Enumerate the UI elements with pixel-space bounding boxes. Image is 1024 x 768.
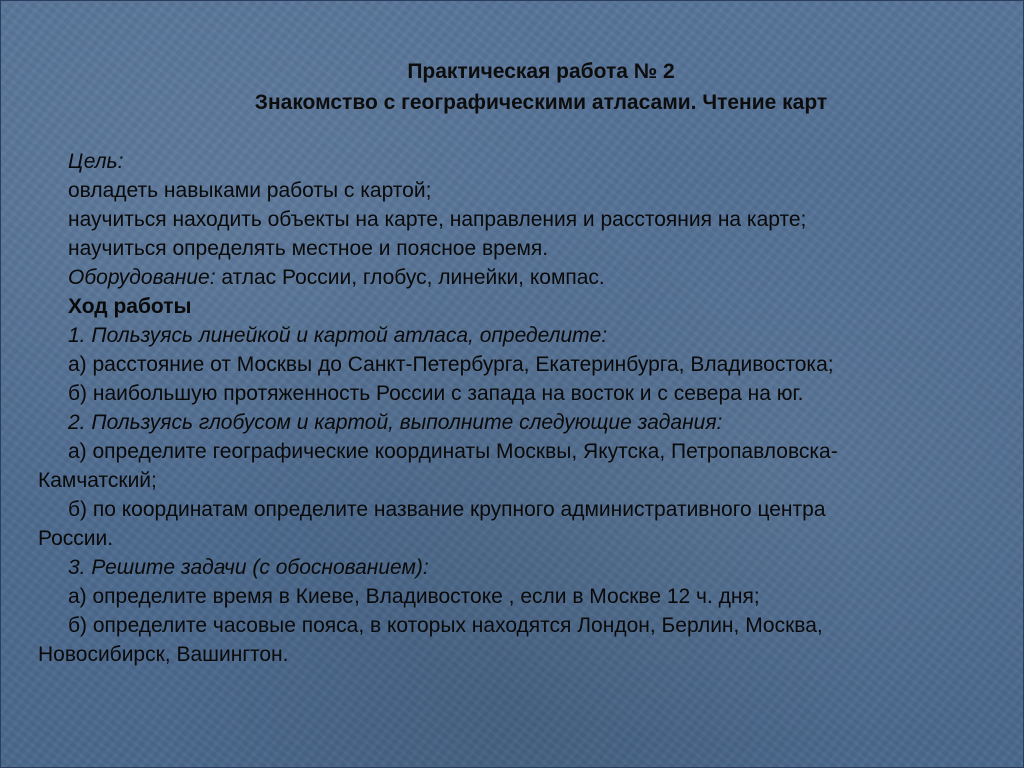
slide-title-line-1: Практическая работа № 2 bbox=[407, 60, 675, 83]
task-2-item-a-end: Камчатский; bbox=[38, 469, 157, 492]
task-2-item-b-end: России. bbox=[38, 527, 114, 550]
task-3-item-a: а) определите время в Киеве, Владивостоке , если в Москве 12 ч. дня; bbox=[68, 585, 760, 608]
procedure-heading: Ход работы bbox=[68, 295, 192, 318]
goal-label: Цель: bbox=[68, 150, 124, 173]
goal-item-3: научиться определять местное и поясное время. bbox=[68, 237, 549, 260]
task-1-title: 1. Пользуясь линейкой и картой атласа, определите: bbox=[68, 324, 608, 347]
equipment-label: Оборудование: bbox=[68, 266, 216, 289]
goal-item-1: овладеть навыками работы с картой; bbox=[68, 179, 432, 202]
task-3-item-b-end: Новосибирск, Вашингтон. bbox=[38, 643, 289, 666]
goal-item-2: научиться находить объекты на карте, направления и расстояния на карте; bbox=[68, 208, 807, 231]
slide-title-line-2: Знакомство с географическими атласами. Чтение карт bbox=[254, 91, 828, 114]
slide-body bbox=[38, 147, 1013, 669]
task-1-item-b: б) наибольшую протяженность России с запада на восток и с севера на юг. bbox=[68, 382, 804, 405]
task-3-item-b-start: б) определите часовые пояса, в которых находятся Лондон, Берлин, Москва, bbox=[68, 614, 823, 637]
task-3-title: 3. Решите задачи (с обоснованием): bbox=[68, 556, 429, 579]
task-2-item-a-start: а) определите географические координаты Москвы, Якутска, Петропавловска- bbox=[68, 440, 838, 463]
equipment-line bbox=[38, 263, 1013, 292]
task-2-title: 2. Пользуясь глобусом и картой, выполните следующие задания: bbox=[68, 411, 723, 434]
task-1-item-a: а) расстояние от Москвы до Санкт-Петербурга, Екатеринбурга, Владивостока; bbox=[68, 353, 834, 376]
equipment-text: атлас России, глобус, линейки, компас. bbox=[215, 266, 605, 289]
task-2-item-b-start: б) по координатам определите название крупного административного центра bbox=[68, 498, 826, 521]
